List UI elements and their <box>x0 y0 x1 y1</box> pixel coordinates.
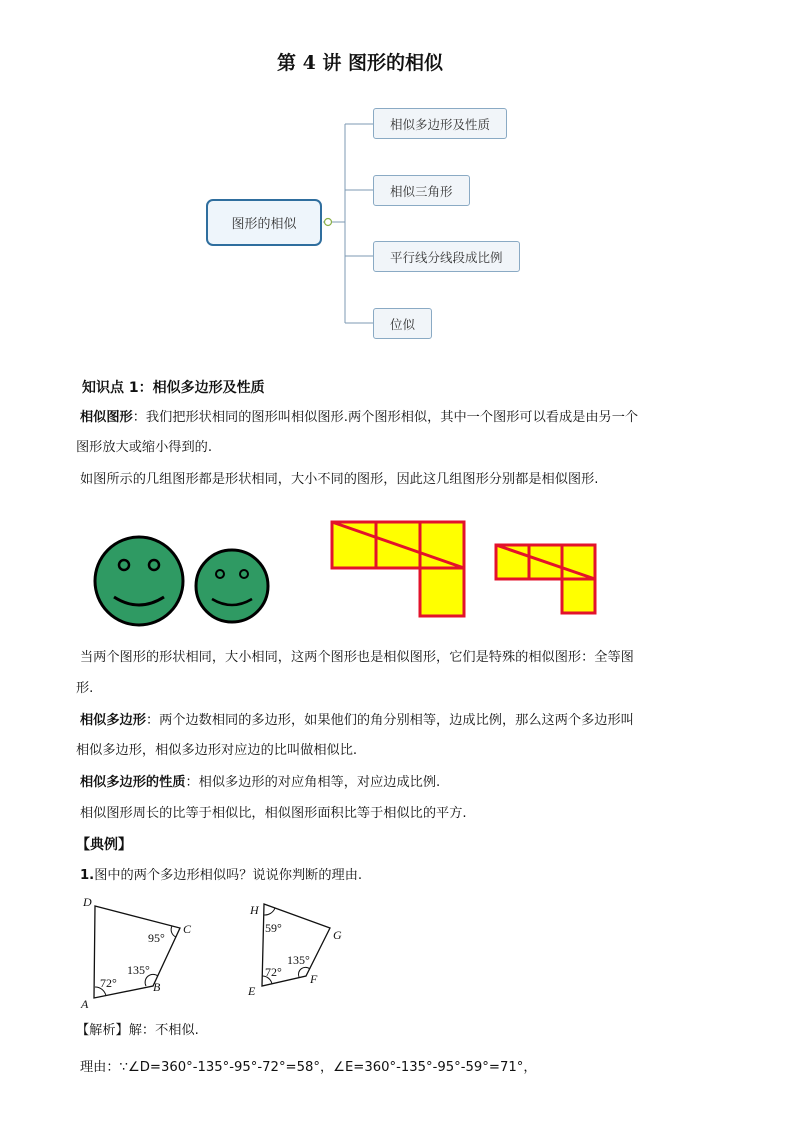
angle-E: 72° <box>265 965 282 979</box>
label-B: B <box>153 980 161 994</box>
mindmap-root[interactable]: 图形的相似 <box>206 199 322 246</box>
term-properties: 相似多边形的性质 <box>80 775 186 790</box>
term-similar-figures: 相似图形 <box>80 410 133 425</box>
figure-intro: 如图所示的几组图形都是形状相同，大小不同的图形，因此这几组图形分别都是相似图形. <box>80 472 599 487</box>
small-smiley-icon <box>196 550 268 622</box>
mindmap-branch-homothety[interactable]: 位似 <box>373 308 432 339</box>
term-similar-polygons: 相似多边形 <box>80 713 146 728</box>
question-1: 1.图中的两个多边形相似吗？说说你判断的理由. <box>80 868 363 883</box>
angle-A: 72° <box>100 976 117 990</box>
def-similar-polygons: 相似多边形：两个边数相同的多边形，如果他们的角分别相等，边成比例，那么这两个多边形叫 <box>80 713 634 728</box>
reason-text: 理由：∵∠D=360°-135°-95°-72°=58°，∠E=360°-135°-95°-59°=71°， <box>80 1060 537 1075</box>
quadrilateral-figures <box>0 890 794 1015</box>
angle-F: 135° <box>287 953 310 967</box>
section-heading: 知识点 1：相似多边形及性质 <box>82 380 265 396</box>
similar-polygon-properties: 相似多边形的性质：相似多边形的对应角相等，对应边成比例. <box>80 775 441 790</box>
label-D: D <box>83 895 92 909</box>
large-smiley-icon <box>95 537 183 625</box>
def-similar-polygons-cont: 相似多边形，相似多边形对应边的比叫做相似比. <box>76 743 358 758</box>
angle-H: 59° <box>265 921 282 935</box>
mindmap-branch-triangles[interactable]: 相似三角形 <box>373 175 470 206</box>
label-E: E <box>248 984 256 998</box>
mindmap-branch-parallel-lines[interactable]: 平行线分线段成比例 <box>373 241 520 272</box>
mindmap-branch-polygons[interactable]: 相似多边形及性质 <box>373 108 507 139</box>
large-grid-shape <box>332 522 464 616</box>
label-F: F <box>310 972 318 986</box>
mindmap-collapse-icon <box>325 219 332 226</box>
angle-B: 135° <box>127 963 150 977</box>
angle-C: 95° <box>148 931 165 945</box>
label-C: C <box>183 922 192 936</box>
example-heading: 【典例】 <box>76 837 132 853</box>
analysis: 【解析】解：不相似. <box>76 1023 199 1038</box>
congruent-text-cont: 形. <box>76 681 94 696</box>
congruent-text: 当两个图形的形状相同，大小相同，这两个图形也是相似图形，它们是特殊的相似图形：全等图 <box>80 650 634 665</box>
def-similar-figures: 相似图形：我们把形状相同的图形叫相似图形.两个图形相似，其中一个图形可以看成是由另一个 <box>80 410 639 425</box>
label-G: G <box>333 928 342 942</box>
def-similar-figures-cont: 图形放大或缩小得到的. <box>76 440 213 455</box>
perimeter-area-ratio: 相似图形周长的比等于相似比，相似图形面积比等于相似比的平方. <box>80 806 467 821</box>
similar-figures-illustration <box>0 510 794 630</box>
label-H: H <box>250 903 259 917</box>
page-title: 第 4 讲 图形的相似 <box>276 52 444 74</box>
label-A: A <box>81 997 89 1011</box>
small-grid-shape <box>496 545 595 613</box>
